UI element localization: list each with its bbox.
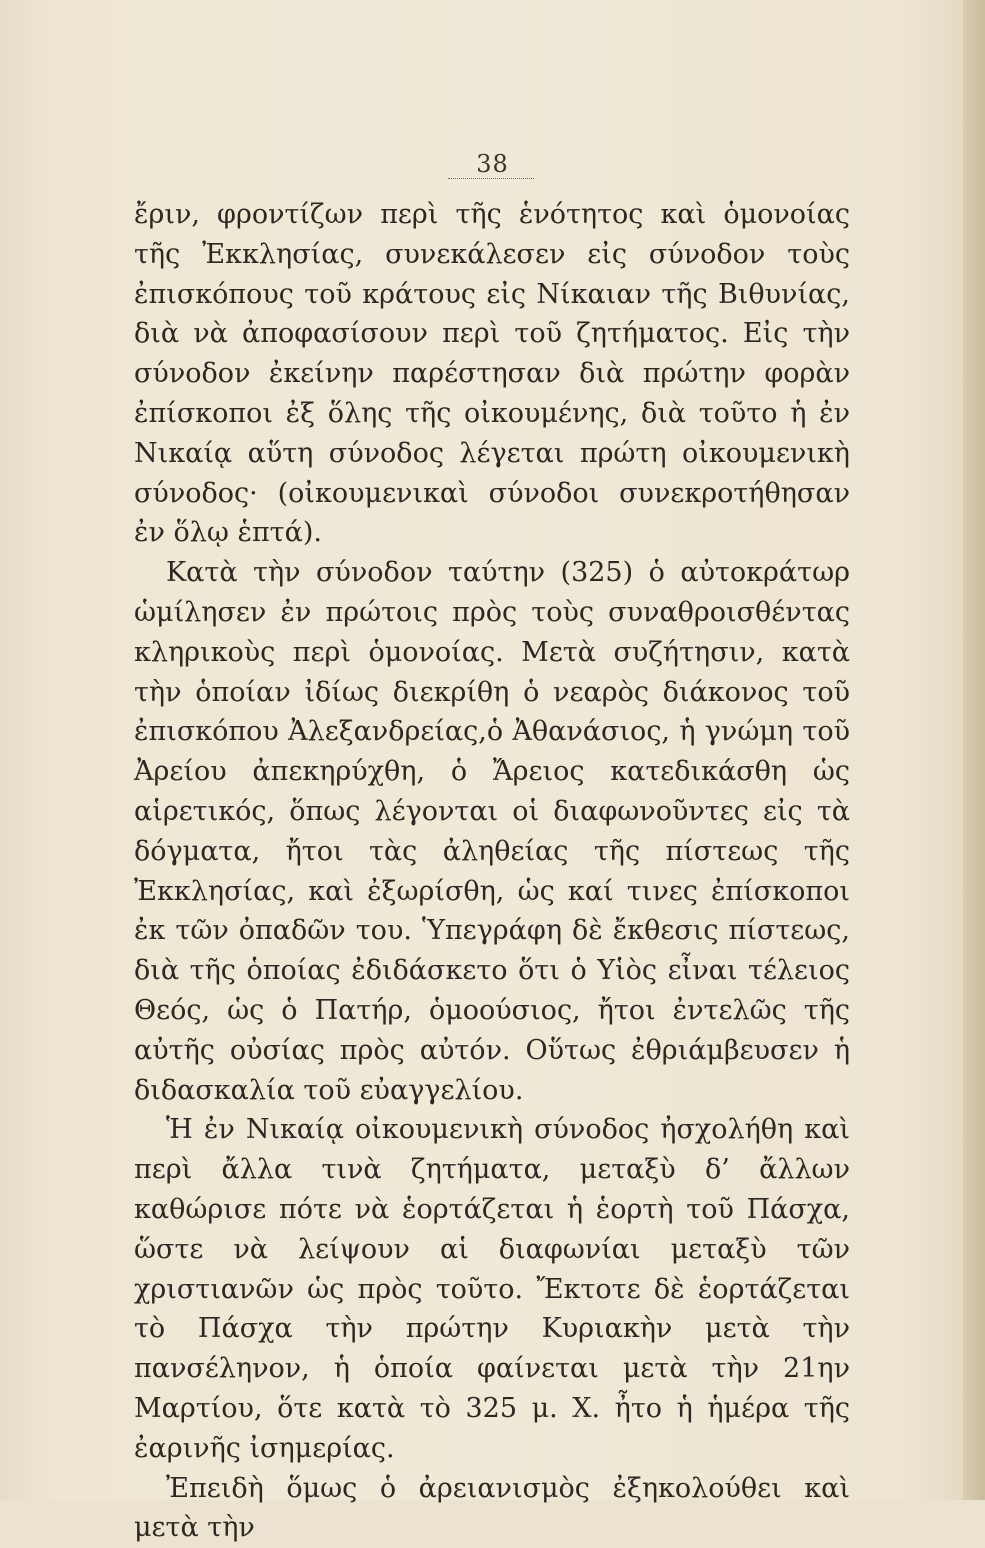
header-divider [448,178,534,179]
paragraph: Ἡ ἐν Νικαίᾳ οἰκουμενικὴ σύνοδος ἠσχολήθη καὶ περὶ ἄλλα τινὰ ζητήματα, μεταξὺ δ’ ἄλλων καθώρισε πότε νὰ ἑορτάζεται ἡ ἑορτὴ τοῦ Πάσχα, ὥστε νὰ λείψουν αἱ διαφωνίαι μεταξὺ τῶν χριστιανῶν ὡς πρὸς τοῦτο. Ἔκτοτε δὲ ἑορτάζεται τὸ Πάσχα τὴν πρώτην Κυριακὴν μετὰ τὴν πανσέληνον, ἡ ὁποία φαίνεται μετὰ τὴν 21ην Μαρτίου, ὅτε κατὰ τὸ 325 μ. Χ. ἦτο ἡ ἡμέρα τῆς ἐαρινῆς ἰσημερίας. [134,1110,850,1468]
page-edge [963,0,985,1500]
page-number: 38 [0,150,985,178]
paragraph: Κατὰ τὴν σύνοδον ταύτην (325) ὁ αὐτοκράτωρ ὡμίλησεν ἐν πρώτοις πρὸς τοὺς συναθροισθέντας κληρικοὺς περὶ ὁμονοίας. Μετὰ συζήτησιν, κατὰ τὴν ὁποίαν ἰδίως διεκρίθη ὁ νεαρὸς διάκονος τοῦ ἐπισκόπου Ἀλεξανδρείας,ὁ Ἀθανάσιος, ἡ γνώμη τοῦ Ἀρείου ἀπεκηρύχθη, ὁ Ἄρειος κατεδικάσθη ὡς αἱρετικός, ὅπως λέγονται οἱ διαφωνοῦντες εἰς τὰ δόγματα, ἤτοι τὰς ἀληθείας τῆς πίστεως τῆς Ἐκκλησίας, καὶ ἐξωρίσθη, ὡς καί τινες ἐπίσκοποι ἐκ τῶν ὀπαδῶν του. Ὑπεγράφη δὲ ἔκθεσις πίστεως, διὰ τῆς ὁποίας ἐδιδάσκετο ὅτι ὁ Υἱὸς εἶναι τέλειος Θεός, ὡς ὁ Πατήρ, ὁμοούσιος, ἤτοι ἐντελῶς τῆς αὐτῆς οὐσίας πρὸς αὐτόν. Οὕτως ἐθριάμβευσεν ἡ διδασκαλία τοῦ εὐαγγελίου. [134,553,850,1110]
body-text [134,195,850,1548]
paragraph: ἔριν, φροντίζων περὶ τῆς ἑνότητος καὶ ὁμονοίας τῆς Ἐκκλησίας, συνεκάλεσεν εἰς σύνοδον τοὺς ἐπισκόπους τοῦ κράτους εἰς Νίκαιαν τῆς Βιθυνίας, διὰ νὰ ἀποφασίσουν περὶ τοῦ ζητήματος. Εἰς τὴν σύνοδον ἐκείνην παρέστησαν διὰ πρώτην φορὰν ἐπίσκοποι ἐξ ὅλης τῆς οἰκουμένης, διὰ τοῦτο ἡ ἐν Νικαίᾳ αὕτη σύνοδος λέγεται πρώτη οἰκουμενικὴ σύνοδος· (οἰκουμενικαὶ σύνοδοι συνεκροτήθησαν ἐν ὅλῳ ἑπτά). [134,195,850,553]
paragraph: Ἐπειδὴ ὅμως ὁ ἀρειανισμὸς ἐξηκολούθει καὶ μετὰ τὴν [134,1469,850,1548]
